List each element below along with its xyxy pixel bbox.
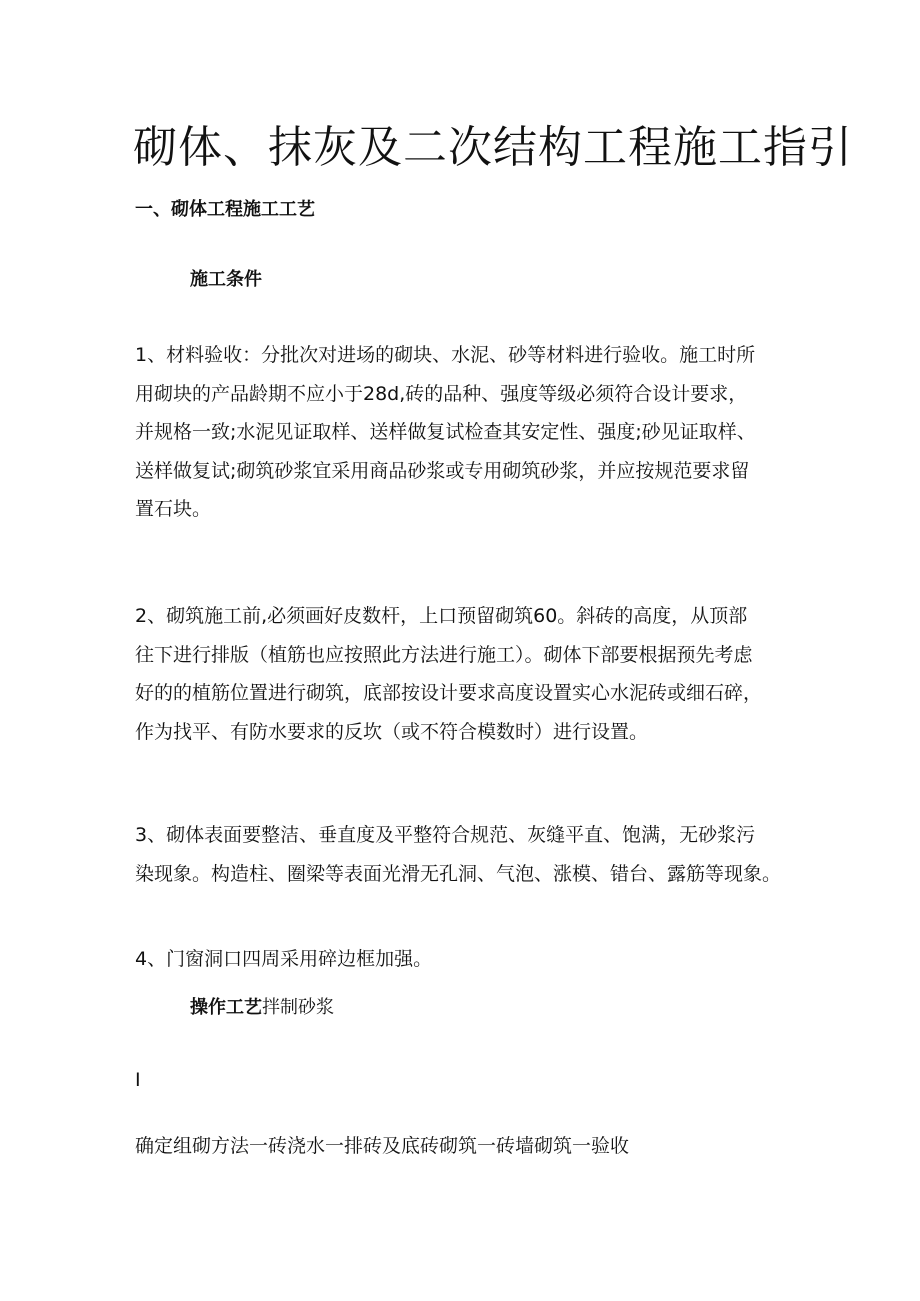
item-1-line-2: 用砌块的产品龄期不应小于28d,砖的品种、强度等级必须符合设计要求， <box>135 382 748 405</box>
item-2-paragraph <box>135 597 795 751</box>
item-2-line-4: 作为找平、有防水要求的反坎（或不符合模数时）进行设置。 <box>135 720 649 743</box>
item-4-line-1: 4、门窗洞口四周采用碎边框加强。 <box>135 948 433 970</box>
item-1-line-5: 置石块。 <box>135 498 212 520</box>
item-3-paragraph <box>135 816 795 893</box>
subheading-conditions: 施工条件 <box>190 269 262 290</box>
item-1-line-4: 送样做复试;砌筑砂浆宜采用商品砂浆或专用砌筑砂浆，并应按规范要求留 <box>135 459 750 482</box>
item-3-line-2: 染现象。构造柱、圈梁等表面光滑无孔洞、气泡、涨模、错台、露筋等现象。 <box>135 862 782 885</box>
item-2-line-2: 往下进行排版（植筋也应按照此方法进行施工）。砌体下部要根据预先考虑 <box>135 643 753 666</box>
section-heading: 一、砌体工程施工工艺 <box>135 199 315 220</box>
subheading-process-normal: 拌制砂浆 <box>262 997 334 1018</box>
process-flow: 确定组砌方法一砖浇水一排砖及底砖砌筑一砖墙砌筑一验收 <box>135 1135 630 1157</box>
subheading-process-bold: 操作工艺 <box>190 997 262 1018</box>
item-2-line-3: 好的的植筋位置进行砌筑，底部按设计要求高度设置实心水泥砖或细石碎， <box>135 682 763 704</box>
item-2-line-1: 2、砌筑施工前,必须画好皮数杆，上口预留砌筑60。斜砖的高度，从顶部 <box>135 605 748 627</box>
item-1-line-3: 并规格一致;水泥见证取样、送样做复试检查其安定性、强度;砂见证取样、 <box>135 421 756 443</box>
item-3-line-1: 3、砌体表面要整洁、垂直度及平整符合规范、灰缝平直、饱满，无砂浆污 <box>135 824 756 846</box>
subheading-process <box>190 994 334 1022</box>
item-4-paragraph <box>135 940 795 979</box>
stray-mark: I <box>135 1069 141 1091</box>
document-title: 砌体、抹灰及二次结构工程施工指引 <box>133 122 853 173</box>
item-1-line-1: 1、材料验收：分批次对进场的砌块、水泥、砂等材料进行验收。施工时所 <box>135 344 756 366</box>
item-1-paragraph <box>135 336 795 529</box>
